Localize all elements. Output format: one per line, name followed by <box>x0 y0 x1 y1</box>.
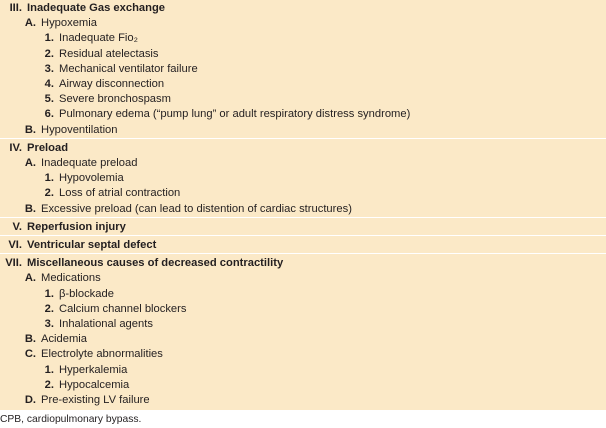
section-heading <box>0 219 126 235</box>
subsection-item <box>0 346 163 362</box>
outline-label: Mechanical ventilator failure <box>59 62 198 75</box>
subsection-item <box>0 392 150 408</box>
outline-marker: 5. <box>44 93 54 106</box>
subsection-item <box>0 155 137 171</box>
outline-label: Pulmonary edema (“pump lung” or adult respiratory distress syndrome) <box>59 108 411 121</box>
numbered-item <box>0 301 186 317</box>
numbered-item <box>0 286 114 302</box>
subsection-item <box>0 201 352 217</box>
outline-label: Hypocalcemia <box>59 378 130 391</box>
numbered-item <box>0 91 171 107</box>
outline-marker: VI. <box>8 239 22 251</box>
section-heading <box>0 140 68 156</box>
subsection-item <box>0 122 118 138</box>
outline-label: Inhalational agents <box>59 318 153 330</box>
section-heading <box>0 237 156 253</box>
outline-label: Calcium channel blockers <box>59 302 187 315</box>
outline-marker: B. <box>24 202 36 215</box>
numbered-item <box>0 61 198 77</box>
outline-marker: 3. <box>44 318 54 330</box>
outline-label: Preload <box>27 141 69 154</box>
numbered-item <box>0 170 124 186</box>
outline-label: Hypoxemia <box>41 17 97 30</box>
outline-label: Hypovolemia <box>59 172 124 185</box>
outline-label: Acidemia <box>41 333 88 346</box>
outline-marker: III. <box>9 2 22 14</box>
numbered-item <box>0 316 153 332</box>
outline-marker: B. <box>24 333 36 346</box>
outline-marker: 2. <box>44 378 54 391</box>
numbered-item <box>0 362 127 378</box>
outline-label: Electrolyte abnormalities <box>41 348 163 361</box>
outline-label: β-blockade <box>59 287 114 300</box>
section-heading <box>0 255 283 271</box>
outline-label: Hyperkalemia <box>59 363 128 376</box>
subsection-item <box>0 15 97 31</box>
outline-label: Airway disconnection <box>59 78 165 90</box>
outline-marker: A. <box>24 17 36 30</box>
outline-marker: A. <box>24 272 36 285</box>
outline-marker: 6. <box>44 108 54 121</box>
section-divider <box>0 217 606 218</box>
outline-marker: 1. <box>44 172 54 185</box>
outline-label: Reperfusion injury <box>27 220 126 233</box>
outline-marker: 4. <box>44 78 54 90</box>
outline-label: Medications <box>41 272 101 285</box>
outline-label: Residual atelectasis <box>59 47 159 60</box>
footnote: CPB, cardiopulmonary bypass. <box>0 414 142 425</box>
section-divider <box>0 235 606 236</box>
numbered-item <box>0 106 410 122</box>
outline-marker: C. <box>24 348 36 361</box>
outline-label: Severe bronchospasm <box>59 93 171 106</box>
outline-marker: 2. <box>44 302 54 315</box>
section-heading <box>0 0 165 16</box>
outline-marker: A. <box>24 157 36 169</box>
outline-label: Inadequate Gas exchange <box>27 2 166 14</box>
outline-marker: 1. <box>44 363 54 376</box>
outline-label: Inadequate Fio₂ <box>59 32 138 45</box>
outline-marker: VII. <box>5 257 22 270</box>
outline-label: Pre-existing LV failure <box>41 394 150 406</box>
numbered-item <box>0 46 159 62</box>
outline-marker: IV. <box>9 141 22 154</box>
outline-marker: 1. <box>44 287 54 300</box>
numbered-item <box>0 76 164 92</box>
section-divider <box>0 253 606 254</box>
outline-marker: 2. <box>44 187 54 200</box>
numbered-item <box>0 377 129 393</box>
subsection-item <box>0 270 101 286</box>
section-divider <box>0 138 606 139</box>
numbered-item <box>0 185 180 201</box>
outline-marker: 3. <box>44 62 54 75</box>
outline-label: Excessive preload (can lead to distention of cardiac structures) <box>41 202 352 215</box>
outline-marker: B. <box>24 123 36 136</box>
outline-marker: D. <box>24 394 36 406</box>
subsection-item <box>0 331 87 347</box>
outline-marker: 1. <box>44 32 54 45</box>
outline-label: Inadequate preload <box>41 157 138 169</box>
numbered-item <box>0 30 138 46</box>
outline-marker: V. <box>12 220 22 233</box>
outline-marker: 2. <box>44 47 54 60</box>
outline-label: Ventricular septal defect <box>27 239 157 251</box>
outline-label: Hypoventilation <box>41 123 118 136</box>
outline-label: Miscellaneous causes of decreased contractility <box>27 257 284 270</box>
outline-label: Loss of atrial contraction <box>59 187 181 200</box>
